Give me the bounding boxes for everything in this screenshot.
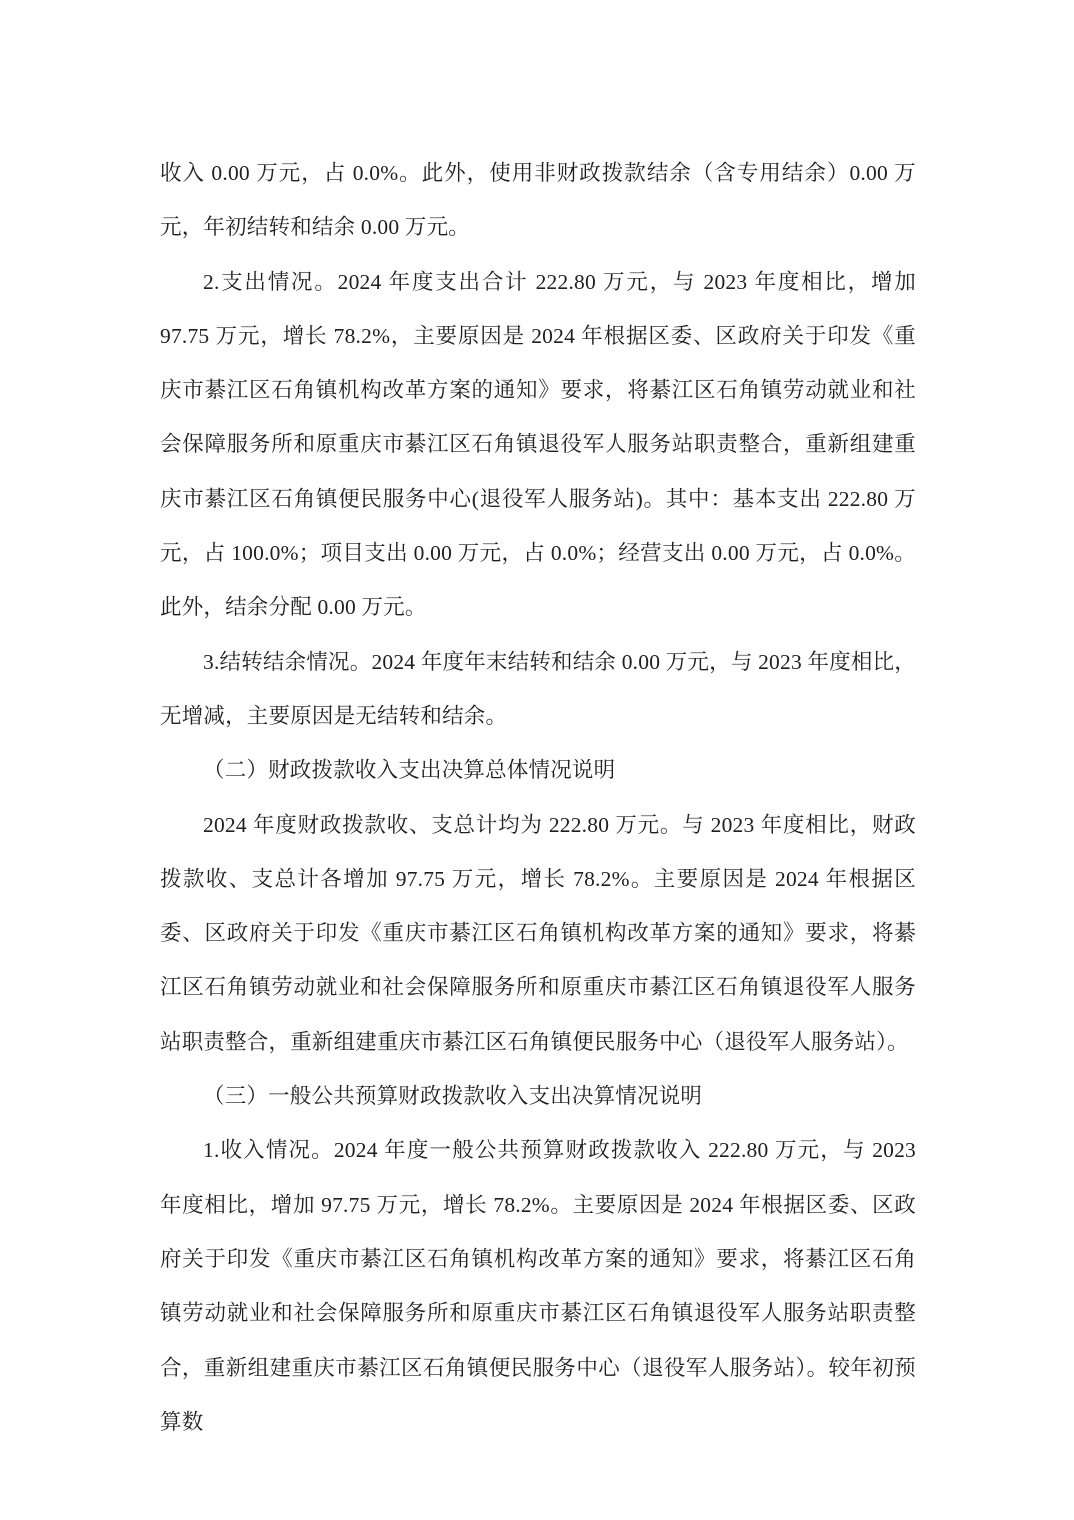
document-body	[160, 146, 916, 1449]
paragraph: 1.收入情况。2024 年度一般公共预算财政拨款收入 222.80 万元，与 2023 年度相比，增加 97.75 万元，增长 78.2%。主要原因是 2024 年根据区委、区政府关于印发《重庆市綦江区石角镇机构改革方案的通知》要求，将綦江区石角镇劳动就业和社会保障服务所和原重庆市綦江区石角镇退役军人服务站职责整合，重新组建重庆市綦江区石角镇便民服务中心（退役军人服务站）。较年初预算数	[160, 1138, 916, 1434]
paragraph: 2024 年度财政拨款收、支总计均为 222.80 万元。与 2023 年度相比，财政拨款收、支总计各增加 97.75 万元，增长 78.2%。主要原因是 2024 年根据区委、区政府关于印发《重庆市綦江区石角镇机构改革方案的通知》要求，将綦江区石角镇劳动就业和社会保障服务所和原重庆市綦江区石角镇退役军人服务站职责整合，重新组建重庆市綦江区石角镇便民服务中心（退役军人服务站）。	[160, 812, 916, 1054]
paragraph: 2.支出情况。2024 年度支出合计 222.80 万元，与 2023 年度相比，增加 97.75 万元，增长 78.2%，主要原因是 2024 年根据区委、区政府关于印发《重庆市綦江区石角镇机构改革方案的通知》要求，将綦江区石角镇劳动就业和社会保障服务所和原重庆市綦江区石角镇退役军人服务站职责整合，重新组建重庆市綦江区石角镇便民服务中心(退役军人服务站)。其中：基本支出 222.80 万元，占 100.0%；项目支出 0.00 万元，占 0.0%；经营支出 0.00 万元，占 0.0%。此外，结余分配 0.00 万元。	[160, 269, 916, 620]
paragraph: 收入 0.00 万元，占 0.0%。此外，使用非财政拨款结余（含专用结余）0.00 万元，年初结转和结余 0.00 万元。	[160, 161, 916, 240]
paragraph: 3.结转结余情况。2024 年度年末结转和结余 0.00 万元，与 2023 年度相比，无增减，主要原因是无结转和结余。	[160, 649, 916, 728]
paragraph: （二）财政拨款收入支出决算总体情况说明	[203, 758, 616, 783]
paragraph: （三）一般公共预算财政拨款收入支出决算情况说明	[203, 1084, 703, 1109]
